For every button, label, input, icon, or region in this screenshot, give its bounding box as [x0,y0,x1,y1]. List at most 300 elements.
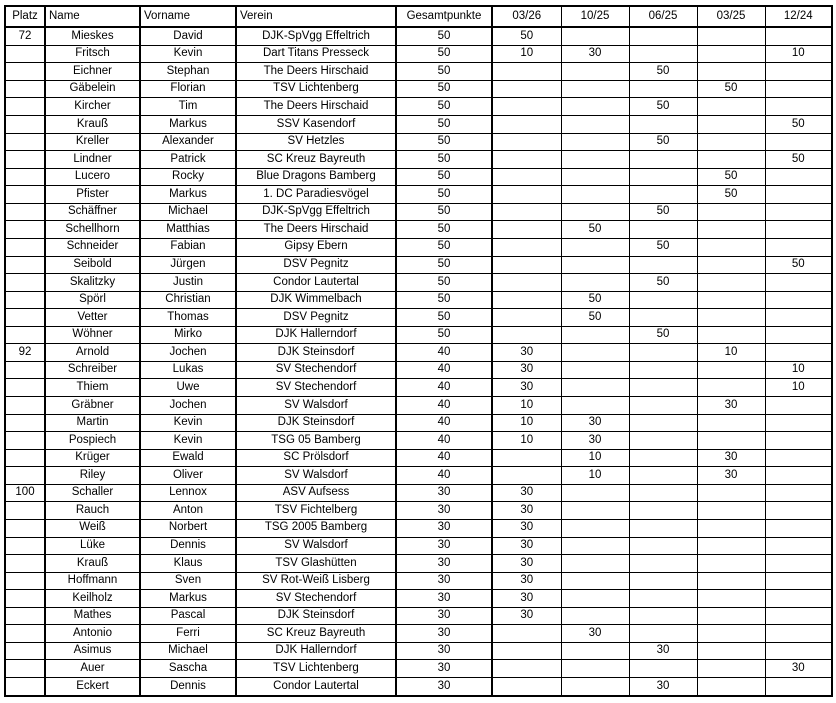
table-cell-10-25 [561,519,629,537]
table-cell-03-25 [697,537,765,555]
table-cell-12-24 [765,484,832,502]
table-cell-verein: The Deers Hirschaid [236,98,396,116]
table-cell-06-25 [629,432,697,450]
table-cell-03-26 [492,116,561,134]
table-cell-gesamtpunkte: 30 [396,625,492,643]
table-cell-vorname: Kevin [140,45,236,63]
table-cell-12-24 [765,98,832,116]
column-header-03-26: 03/26 [492,6,561,27]
table-cell-12-24 [765,186,832,204]
table-cell-verein: DJK Wimmelbach [236,291,396,309]
table-cell-verein: Condor Lautertal [236,678,396,696]
table-cell-10-25 [561,203,629,221]
table-cell-03-26 [492,203,561,221]
table-cell-vorname: Markus [140,116,236,134]
table-cell-03-25 [697,502,765,520]
table-cell-12-24: 50 [765,256,832,274]
table-cell-12-24 [765,326,832,344]
table-cell-06-25 [629,45,697,63]
table-cell-gesamtpunkte: 50 [396,274,492,292]
table-cell-12-24 [765,449,832,467]
table-cell-name: Kircher [45,98,140,116]
table-cell-verein: SV Stechendorf [236,590,396,608]
table-cell-06-25 [629,221,697,239]
table-cell-verein: Gipsy Ebern [236,238,396,256]
table-cell-verein: SV Walsdorf [236,537,396,555]
table-cell-03-25 [697,45,765,63]
table-cell-10-25: 50 [561,309,629,327]
table-cell-06-25: 30 [629,642,697,660]
table-cell-12-24 [765,309,832,327]
table-cell-verein: DSV Pegnitz [236,256,396,274]
table-cell-12-24 [765,27,832,45]
table-row [5,291,832,309]
table-cell-06-25 [629,484,697,502]
table-cell-platz [5,116,45,134]
table-cell-gesamtpunkte: 30 [396,678,492,696]
table-cell-platz [5,379,45,397]
table-cell-platz [5,168,45,186]
table-cell-03-26: 10 [492,397,561,415]
column-header-03-25: 03/25 [697,6,765,27]
table-cell-06-25: 30 [629,678,697,696]
header-row [5,6,832,27]
table-cell-verein: TSV Fichtelberg [236,502,396,520]
table-cell-gesamtpunkte: 30 [396,590,492,608]
table-cell-verein: SV Stechendorf [236,379,396,397]
table-cell-name: Schreiber [45,361,140,379]
table-cell-03-25: 30 [697,397,765,415]
table-cell-vorname: Lukas [140,361,236,379]
table-cell-12-24: 50 [765,151,832,169]
table-cell-platz [5,45,45,63]
table-cell-platz [5,555,45,573]
table-cell-03-25 [697,678,765,696]
table-cell-vorname: Stephan [140,63,236,81]
table-cell-verein: Condor Lautertal [236,274,396,292]
table-cell-name: Lucero [45,168,140,186]
table-cell-gesamtpunkte: 30 [396,572,492,590]
table-cell-10-25 [561,555,629,573]
table-cell-vorname: Anton [140,502,236,520]
table-cell-03-25: 30 [697,449,765,467]
table-cell-gesamtpunkte: 30 [396,642,492,660]
table-cell-platz [5,572,45,590]
table-cell-03-26: 30 [492,361,561,379]
table-cell-gesamtpunkte: 50 [396,133,492,151]
table-cell-vorname: Patrick [140,151,236,169]
table-cell-03-25 [697,660,765,678]
table-cell-03-26 [492,678,561,696]
table-cell-platz [5,221,45,239]
table-cell-name: Keilholz [45,590,140,608]
table-cell-06-25 [629,168,697,186]
table-cell-06-25 [629,186,697,204]
table-cell-name: Thiem [45,379,140,397]
column-header-gesamtpunkte: Gesamtpunkte [396,6,492,27]
table-cell-name: Krüger [45,449,140,467]
table-row [5,397,832,415]
table-cell-verein: SC Kreuz Bayreuth [236,625,396,643]
table-cell-gesamtpunkte: 50 [396,63,492,81]
table-cell-name: Pospiech [45,432,140,450]
table-cell-03-25 [697,414,765,432]
table-cell-verein: The Deers Hirschaid [236,63,396,81]
table-cell-03-26: 30 [492,484,561,502]
table-cell-verein: DJK-SpVgg Effeltrich [236,27,396,45]
table-cell-platz [5,203,45,221]
table-cell-03-25 [697,27,765,45]
table-cell-verein: DJK Hallerndorf [236,326,396,344]
table-cell-name: Schellhorn [45,221,140,239]
table-cell-03-26 [492,256,561,274]
table-cell-12-24 [765,502,832,520]
table-cell-gesamtpunkte: 50 [396,186,492,204]
table-cell-03-25: 50 [697,168,765,186]
table-cell-verein: TSG 05 Bamberg [236,432,396,450]
table-cell-12-24 [765,625,832,643]
table-cell-03-25 [697,203,765,221]
table-cell-gesamtpunkte: 30 [396,537,492,555]
table-cell-gesamtpunkte: 40 [396,432,492,450]
table-cell-03-26: 50 [492,27,561,45]
table-cell-10-25 [561,344,629,362]
table-cell-name: Spörl [45,291,140,309]
table-cell-03-26: 30 [492,502,561,520]
table-cell-06-25 [629,449,697,467]
table-cell-platz [5,502,45,520]
table-cell-06-25 [629,519,697,537]
table-cell-06-25 [629,361,697,379]
table-cell-verein: TSV Glashütten [236,555,396,573]
table-cell-verein: 1. DC Paradiesvögel [236,186,396,204]
table-cell-gesamtpunkte: 40 [396,414,492,432]
table-cell-verein: SV Walsdorf [236,467,396,485]
table-cell-10-25 [561,642,629,660]
table-cell-verein: TSV Lichtenberg [236,660,396,678]
table-cell-name: Eichner [45,63,140,81]
table-row [5,678,832,696]
table-cell-03-26: 30 [492,590,561,608]
table-cell-verein: SSV Kasendorf [236,116,396,134]
table-cell-name: Mathes [45,607,140,625]
table-cell-03-25 [697,133,765,151]
table-cell-verein: TSG 2005 Bamberg [236,519,396,537]
table-cell-03-25 [697,151,765,169]
table-cell-name: Schäffner [45,203,140,221]
table-row [5,27,832,45]
table-cell-03-26 [492,326,561,344]
table-cell-name: Eckert [45,678,140,696]
table-cell-03-26 [492,449,561,467]
table-cell-03-25 [697,484,765,502]
table-cell-gesamtpunkte: 40 [396,397,492,415]
table-cell-12-24: 50 [765,116,832,134]
table-cell-vorname: Sven [140,572,236,590]
table-cell-06-25: 50 [629,63,697,81]
column-header-platz: Platz [5,6,45,27]
table-cell-gesamtpunkte: 30 [396,502,492,520]
table-cell-10-25 [561,537,629,555]
table-cell-name: Lüke [45,537,140,555]
table-header [5,6,832,27]
table-cell-platz [5,361,45,379]
table-cell-10-25 [561,186,629,204]
table-cell-verein: DJK Steinsdorf [236,344,396,362]
table-cell-platz [5,80,45,98]
table-cell-03-26: 10 [492,432,561,450]
table-body [5,27,832,696]
table-row [5,151,832,169]
table-cell-10-25: 10 [561,449,629,467]
table-cell-gesamtpunkte: 40 [396,449,492,467]
table-cell-gesamtpunkte: 50 [396,309,492,327]
table-row [5,484,832,502]
table-cell-03-25 [697,326,765,344]
table-row [5,116,832,134]
table-cell-10-25 [561,116,629,134]
table-cell-03-26 [492,274,561,292]
table-cell-gesamtpunkte: 50 [396,80,492,98]
table-row [5,660,832,678]
table-row [5,607,832,625]
table-cell-03-25 [697,221,765,239]
table-cell-gesamtpunkte: 50 [396,291,492,309]
table-cell-03-26: 30 [492,344,561,362]
table-cell-name: Schaller [45,484,140,502]
table-cell-06-25 [629,572,697,590]
table-cell-12-24: 10 [765,361,832,379]
table-cell-name: Schneider [45,238,140,256]
table-cell-03-26: 10 [492,45,561,63]
table-cell-platz [5,590,45,608]
table-cell-vorname: Mirko [140,326,236,344]
table-cell-10-25: 30 [561,625,629,643]
table-cell-03-25: 10 [697,344,765,362]
table-cell-platz [5,186,45,204]
table-cell-gesamtpunkte: 50 [396,98,492,116]
table-cell-gesamtpunkte: 50 [396,151,492,169]
table-cell-name: Krauß [45,555,140,573]
table-cell-03-26 [492,63,561,81]
table-cell-verein: Blue Dragons Bamberg [236,168,396,186]
table-cell-10-25 [561,27,629,45]
table-cell-platz [5,238,45,256]
table-cell-vorname: Jochen [140,397,236,415]
table-cell-platz: 72 [5,27,45,45]
table-cell-platz [5,519,45,537]
table-cell-vorname: Lennox [140,484,236,502]
table-cell-vorname: Michael [140,203,236,221]
table-cell-platz [5,151,45,169]
table-cell-03-26 [492,467,561,485]
table-cell-verein: TSV Lichtenberg [236,80,396,98]
table-cell-verein: The Deers Hirschaid [236,221,396,239]
table-cell-verein: DSV Pegnitz [236,309,396,327]
table-cell-name: Wöhner [45,326,140,344]
table-cell-10-25 [561,63,629,81]
table-cell-vorname: Kevin [140,414,236,432]
table-cell-verein: SV Walsdorf [236,397,396,415]
table-cell-10-25 [561,660,629,678]
table-cell-03-25 [697,572,765,590]
table-cell-vorname: Florian [140,80,236,98]
table-cell-platz [5,642,45,660]
table-cell-gesamtpunkte: 50 [396,116,492,134]
table-row [5,98,832,116]
table-row [5,361,832,379]
table-row [5,467,832,485]
table-cell-03-25 [697,256,765,274]
table-cell-12-24 [765,555,832,573]
table-cell-name: Seibold [45,256,140,274]
table-cell-platz [5,537,45,555]
table-cell-03-26: 30 [492,572,561,590]
table-row [5,414,832,432]
table-cell-gesamtpunkte: 40 [396,467,492,485]
table-cell-verein: DJK Steinsdorf [236,414,396,432]
table-cell-gesamtpunkte: 30 [396,484,492,502]
table-cell-03-25 [697,274,765,292]
table-cell-verein: DJK Hallerndorf [236,642,396,660]
table-cell-platz [5,660,45,678]
table-cell-03-25 [697,519,765,537]
table-cell-verein: DJK-SpVgg Effeltrich [236,203,396,221]
table-cell-03-25 [697,607,765,625]
table-cell-03-25 [697,379,765,397]
table-cell-12-24 [765,274,832,292]
table-cell-12-24 [765,519,832,537]
table-cell-platz: 100 [5,484,45,502]
table-cell-gesamtpunkte: 30 [396,555,492,573]
table-cell-verein: SC Kreuz Bayreuth [236,151,396,169]
table-cell-verein: SV Stechendorf [236,361,396,379]
table-cell-name: Hoffmann [45,572,140,590]
table-cell-10-25: 10 [561,467,629,485]
table-cell-gesamtpunkte: 30 [396,660,492,678]
table-cell-06-25 [629,397,697,415]
table-cell-06-25 [629,590,697,608]
table-cell-12-24 [765,467,832,485]
table-cell-03-26 [492,238,561,256]
table-cell-vorname: Ferri [140,625,236,643]
table-cell-12-24 [765,238,832,256]
table-cell-platz [5,397,45,415]
table-row [5,344,832,362]
table-cell-vorname: Oliver [140,467,236,485]
table-cell-06-25 [629,80,697,98]
table-cell-06-25: 50 [629,203,697,221]
table-cell-name: Lindner [45,151,140,169]
table-cell-12-24 [765,203,832,221]
table-cell-name: Vetter [45,309,140,327]
table-cell-10-25: 30 [561,414,629,432]
table-cell-06-25 [629,309,697,327]
table-cell-10-25 [561,80,629,98]
table-cell-03-26 [492,309,561,327]
table-cell-03-25 [697,116,765,134]
table-cell-name: Arnold [45,344,140,362]
table-cell-10-25: 50 [561,291,629,309]
table-cell-10-25 [561,379,629,397]
table-cell-platz [5,63,45,81]
table-row [5,168,832,186]
table-cell-verein: SV Hetzles [236,133,396,151]
table-cell-vorname: Norbert [140,519,236,537]
table-cell-10-25 [561,98,629,116]
table-cell-03-26 [492,642,561,660]
table-cell-vorname: Thomas [140,309,236,327]
table-row [5,625,832,643]
table-cell-03-25 [697,98,765,116]
table-row [5,572,832,590]
table-cell-06-25 [629,27,697,45]
table-cell-10-25: 30 [561,432,629,450]
table-cell-12-24 [765,572,832,590]
table-cell-gesamtpunkte: 40 [396,361,492,379]
table-row [5,238,832,256]
table-cell-12-24: 10 [765,379,832,397]
table-cell-06-25: 50 [629,98,697,116]
table-cell-vorname: Justin [140,274,236,292]
table-row [5,45,832,63]
table-cell-name: Krauß [45,116,140,134]
table-row [5,203,832,221]
column-header-10-25: 10/25 [561,6,629,27]
table-cell-06-25: 50 [629,133,697,151]
table-cell-03-26 [492,660,561,678]
table-cell-verein: DJK Steinsdorf [236,607,396,625]
table-cell-03-26 [492,221,561,239]
table-cell-verein: SV Rot-Weiß Lisberg [236,572,396,590]
table-row [5,590,832,608]
table-cell-03-25 [697,555,765,573]
table-cell-03-25 [697,291,765,309]
table-cell-name: Fritsch [45,45,140,63]
table-cell-gesamtpunkte: 50 [396,238,492,256]
table-cell-vorname: Ewald [140,449,236,467]
table-cell-03-26: 30 [492,379,561,397]
table-cell-12-24 [765,432,832,450]
table-cell-06-25 [629,467,697,485]
table-row [5,186,832,204]
table-cell-vorname: Sascha [140,660,236,678]
table-cell-name: Auer [45,660,140,678]
table-row [5,256,832,274]
table-cell-platz [5,291,45,309]
table-cell-gesamtpunkte: 50 [396,168,492,186]
table-cell-platz [5,432,45,450]
table-cell-06-25: 50 [629,238,697,256]
table-cell-vorname: Kevin [140,432,236,450]
table-cell-vorname: Dennis [140,537,236,555]
table-cell-03-26 [492,151,561,169]
table-cell-platz [5,414,45,432]
column-header-06-25: 06/25 [629,6,697,27]
table-cell-vorname: Dennis [140,678,236,696]
table-cell-vorname: Rocky [140,168,236,186]
table-cell-10-25 [561,168,629,186]
table-cell-03-26 [492,98,561,116]
table-cell-gesamtpunkte: 30 [396,607,492,625]
table-cell-12-24 [765,414,832,432]
table-cell-vorname: Michael [140,642,236,660]
table-cell-03-26 [492,291,561,309]
table-row [5,642,832,660]
table-cell-03-26: 30 [492,607,561,625]
table-cell-name: Pfister [45,186,140,204]
table-cell-12-24 [765,590,832,608]
